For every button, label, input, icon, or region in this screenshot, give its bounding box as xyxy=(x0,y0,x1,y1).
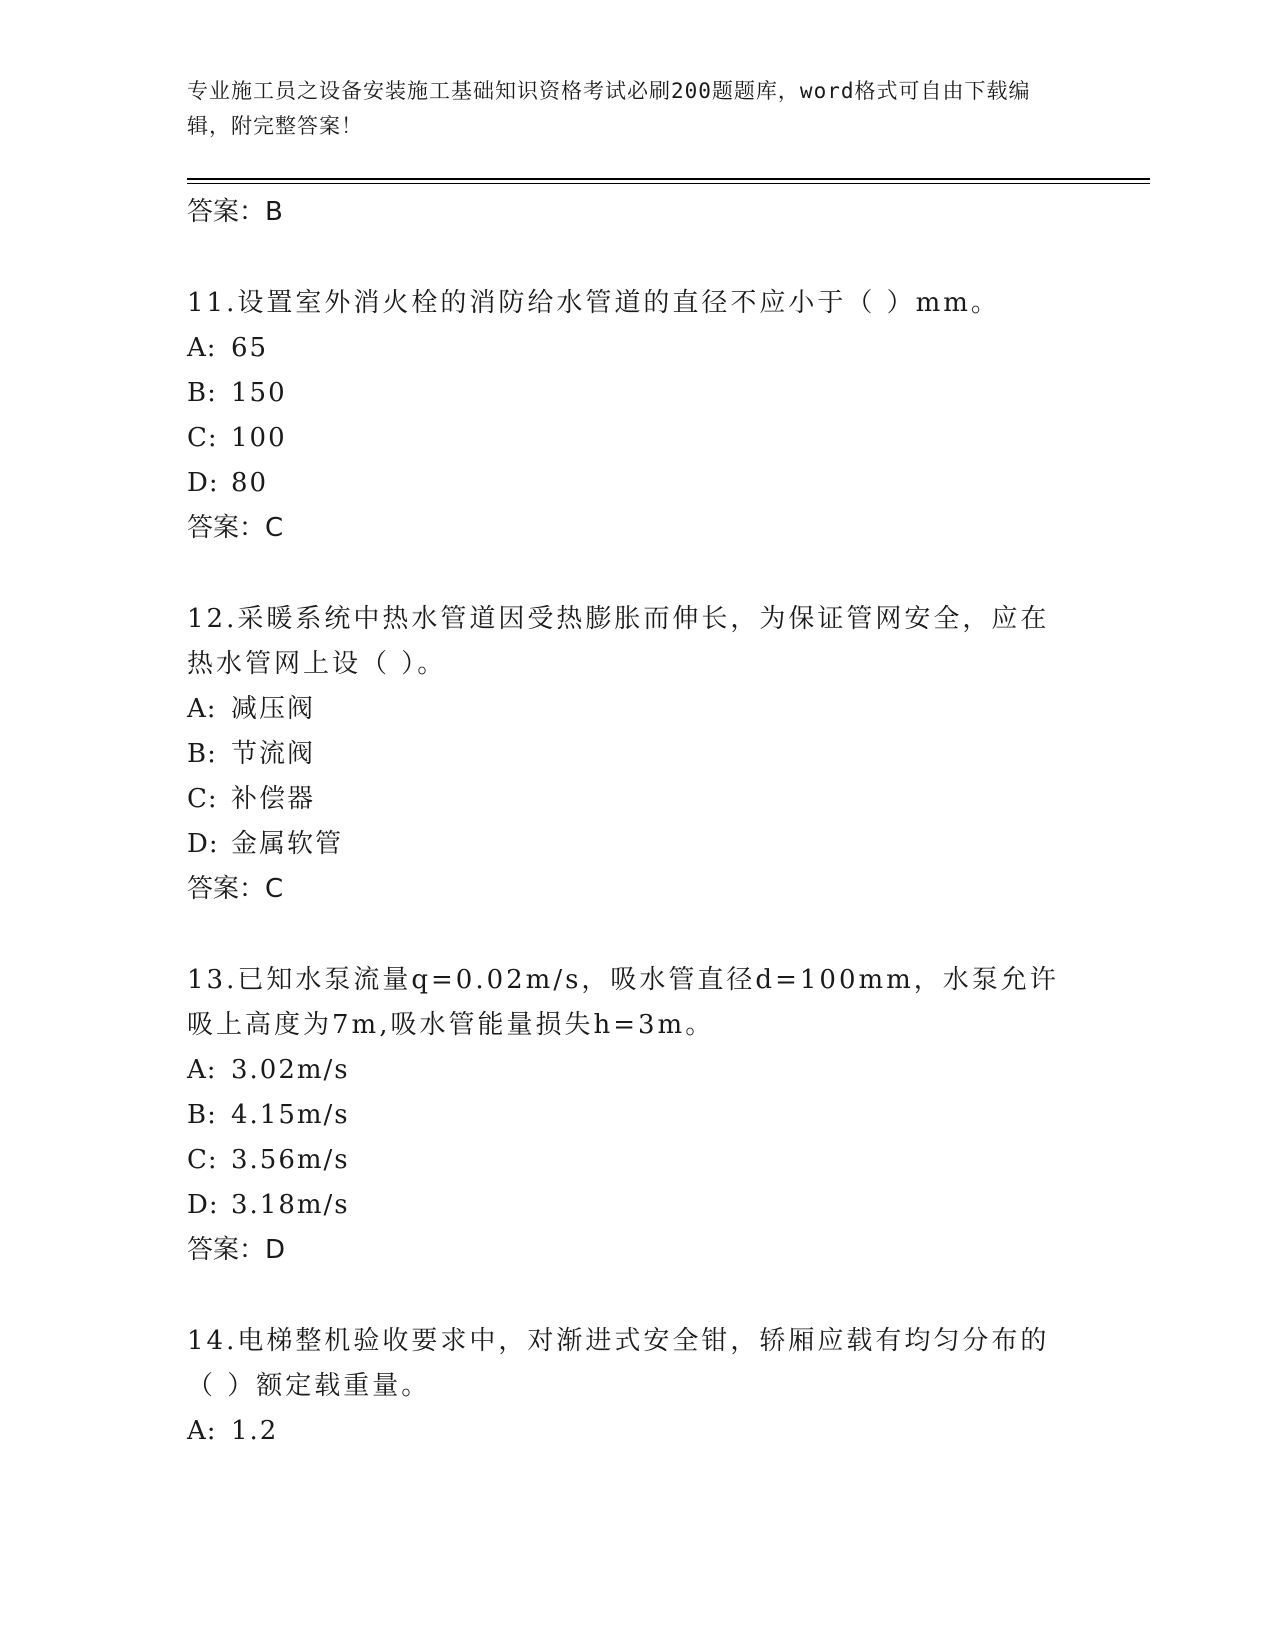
option-text: 补偿器 xyxy=(231,784,316,814)
question-text: 14.电梯整机验收要求中，对渐进式安全钳，轿厢应载有均匀分布的（ ）额定载重量。 xyxy=(187,1326,1050,1401)
question-list xyxy=(187,190,1067,1454)
option-text: 金属软管 xyxy=(231,829,344,859)
option-letter: A: xyxy=(187,694,217,724)
question-11 xyxy=(187,281,1067,551)
option-b xyxy=(187,371,1067,416)
option-letter: C: xyxy=(187,1145,218,1175)
option-text: 3.18m/s xyxy=(231,1190,350,1220)
option-letter: A: xyxy=(187,1416,217,1446)
option-c xyxy=(187,777,1067,822)
option-letter: B: xyxy=(187,1100,217,1130)
option-text: 65 xyxy=(231,333,269,363)
question-text: 12.采暖系统中热水管道因受热膨胀而伸长，为保证管网安全，应在热水管网上设（ ）。 xyxy=(187,604,1050,679)
option-text: 节流阀 xyxy=(231,739,316,769)
document-header: 专业施工员之设备安装施工基础知识资格考试必刷200题题库，word格式可自由下载编辑，附完整答案！ xyxy=(187,79,1031,138)
option-a xyxy=(187,1048,1067,1093)
answer-line: 答案：C xyxy=(187,874,284,904)
option-text: 100 xyxy=(231,423,287,453)
option-letter: A: xyxy=(187,1055,217,1085)
option-d xyxy=(187,1183,1067,1228)
option-text: 减压阀 xyxy=(231,694,316,724)
option-letter: B: xyxy=(187,378,217,408)
option-letter: D: xyxy=(187,468,219,498)
option-a xyxy=(187,687,1067,732)
option-letter: C: xyxy=(187,423,218,453)
question-12 xyxy=(187,597,1067,912)
question-text: 13.已知水泵流量q=0.02m/s，吸水管直径d=100mm，水泵允许吸上高度为7m,吸水管能量损失h=3m。 xyxy=(187,965,1059,1040)
option-letter: C: xyxy=(187,784,218,814)
option-a xyxy=(187,326,1067,371)
question-text: 11.设置室外消火栓的消防给水管道的直径不应小于（ ）mm。 xyxy=(187,288,1000,318)
option-letter: D: xyxy=(187,1190,219,1220)
option-letter: B: xyxy=(187,739,217,769)
answer-line: 答案：C xyxy=(187,513,284,543)
header-rule-thin xyxy=(187,183,1150,184)
option-b xyxy=(187,732,1067,777)
question-13 xyxy=(187,958,1067,1273)
option-d xyxy=(187,822,1067,867)
header-rule-thick xyxy=(187,178,1150,180)
option-text: 1.2 xyxy=(231,1416,279,1446)
option-text: 3.02m/s xyxy=(231,1055,350,1085)
option-letter: D: xyxy=(187,829,219,859)
option-text: 80 xyxy=(231,468,269,498)
option-a xyxy=(187,1409,1067,1454)
option-letter: A: xyxy=(187,333,217,363)
option-c xyxy=(187,1138,1067,1183)
question-14 xyxy=(187,1319,1067,1454)
previous-answer: 答案：B xyxy=(187,197,283,227)
option-text: 150 xyxy=(231,378,287,408)
option-d xyxy=(187,461,1067,506)
option-text: 4.15m/s xyxy=(231,1100,350,1130)
answer-line: 答案：D xyxy=(187,1235,286,1265)
option-b xyxy=(187,1093,1067,1138)
option-text: 3.56m/s xyxy=(231,1145,350,1175)
option-c xyxy=(187,416,1067,461)
